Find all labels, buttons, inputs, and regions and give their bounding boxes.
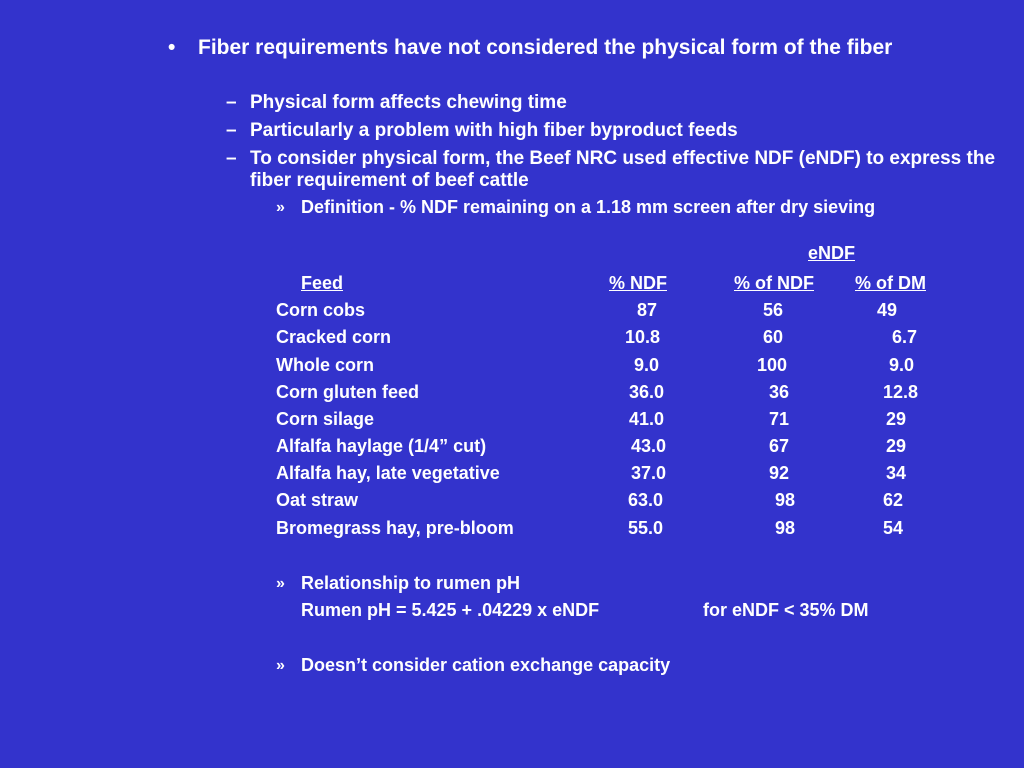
chevron-marker: »: [276, 575, 285, 592]
endf-group-header: eNDF: [808, 243, 856, 263]
relationship-text: Relationship to rumen pH: [301, 573, 521, 593]
bullet-marker: •: [168, 36, 176, 59]
table-cell-pct-dm: 29: [886, 409, 907, 429]
table-cell-ndf: 37.0: [631, 463, 667, 483]
table-cell-feed: Alfalfa hay, late vegetative: [276, 463, 500, 483]
table-cell-ndf: 9.0: [634, 355, 660, 375]
sub-bullet-text: Physical form affects chewing time: [250, 92, 567, 113]
table-cell-feed: Oat straw: [276, 490, 359, 510]
table-cell-feed: Alfalfa haylage (1/4” cut): [276, 436, 487, 456]
table-cell-pct-ndf: 36: [769, 382, 790, 402]
table-cell-ndf: 87: [637, 300, 658, 320]
header-pct-ndf: % of NDF: [734, 273, 814, 293]
main-bullet-text: Fiber requirements have not considered the physical form of the fiber: [198, 36, 893, 59]
sub-bullet-text: Particularly a problem with high fiber byproduct feeds: [250, 120, 738, 141]
table-cell-pct-ndf: 100: [757, 355, 788, 375]
table-cell-ndf: 36.0: [629, 382, 665, 402]
table-cell-feed: Bromegrass hay, pre-bloom: [276, 518, 514, 538]
table-cell-pct-dm: 6.7: [892, 327, 918, 347]
table-cell-pct-ndf: 67: [769, 436, 790, 456]
chevron-marker: »: [276, 199, 285, 216]
header-feed: Feed: [301, 273, 344, 293]
definition-text: Definition - % NDF remaining on a 1.18 mm screen after dry sieving: [301, 197, 876, 217]
table-cell-feed: Corn cobs: [276, 300, 366, 320]
table-cell-ndf: 43.0: [631, 436, 667, 456]
sub-bullet-text: To consider physical form, the Beef NRC used effective NDF (eNDF) to express the fiber requirement of beef cattle: [250, 148, 996, 191]
relationship-bullet: [276, 573, 976, 594]
table-cell-pct-ndf: 98: [775, 518, 796, 538]
main-bullet: [168, 36, 1008, 60]
table-cell-pct-dm: 54: [883, 518, 904, 538]
table-cell-pct-ndf: 71: [769, 409, 790, 429]
dash-marker: –: [226, 92, 237, 113]
table-cell-ndf: 41.0: [629, 409, 665, 429]
table-cell-pct-dm: 34: [886, 463, 907, 483]
rumen-ph-equation: Rumen pH = 5.425 + .04229 x eNDF: [301, 600, 600, 620]
table-cell-pct-ndf: 60: [763, 327, 784, 347]
table-cell-ndf: 63.0: [628, 490, 664, 510]
table-cell-pct-ndf: 92: [769, 463, 790, 483]
table-cell-pct-dm: 62: [883, 490, 904, 510]
cation-text: Doesn’t consider cation exchange capacity: [301, 655, 671, 675]
chevron-marker: »: [276, 657, 285, 674]
table-cell-feed: Whole corn: [276, 355, 374, 375]
table-cell-feed: Corn gluten feed: [276, 382, 419, 402]
definition-bullet: [276, 197, 956, 218]
header-ndf: % NDF: [609, 273, 667, 293]
table-cell-feed: Cracked corn: [276, 327, 392, 347]
table-cell-pct-dm: 49: [877, 300, 898, 320]
sub-bullet-chewing: [226, 92, 1016, 114]
sub-bullet-byproduct: [226, 120, 1016, 142]
table-cell-feed: Corn silage: [276, 409, 375, 429]
header-pct-dm: % of DM: [855, 273, 926, 293]
endf-condition: for eNDF < 35% DM: [703, 600, 869, 620]
sub-bullet-endf: [226, 148, 1016, 192]
cation-bullet: [276, 655, 976, 676]
table-cell-pct-dm: 9.0: [889, 355, 915, 375]
dash-marker: –: [226, 148, 237, 169]
table-cell-ndf: 55.0: [628, 518, 664, 538]
table-cell-ndf: 10.8: [625, 327, 661, 347]
table-cell-pct-dm: 29: [886, 436, 907, 456]
table-cell-pct-dm: 12.8: [883, 382, 919, 402]
table-cell-pct-ndf: 98: [775, 490, 796, 510]
table-cell-pct-ndf: 56: [763, 300, 784, 320]
dash-marker: –: [226, 120, 237, 141]
